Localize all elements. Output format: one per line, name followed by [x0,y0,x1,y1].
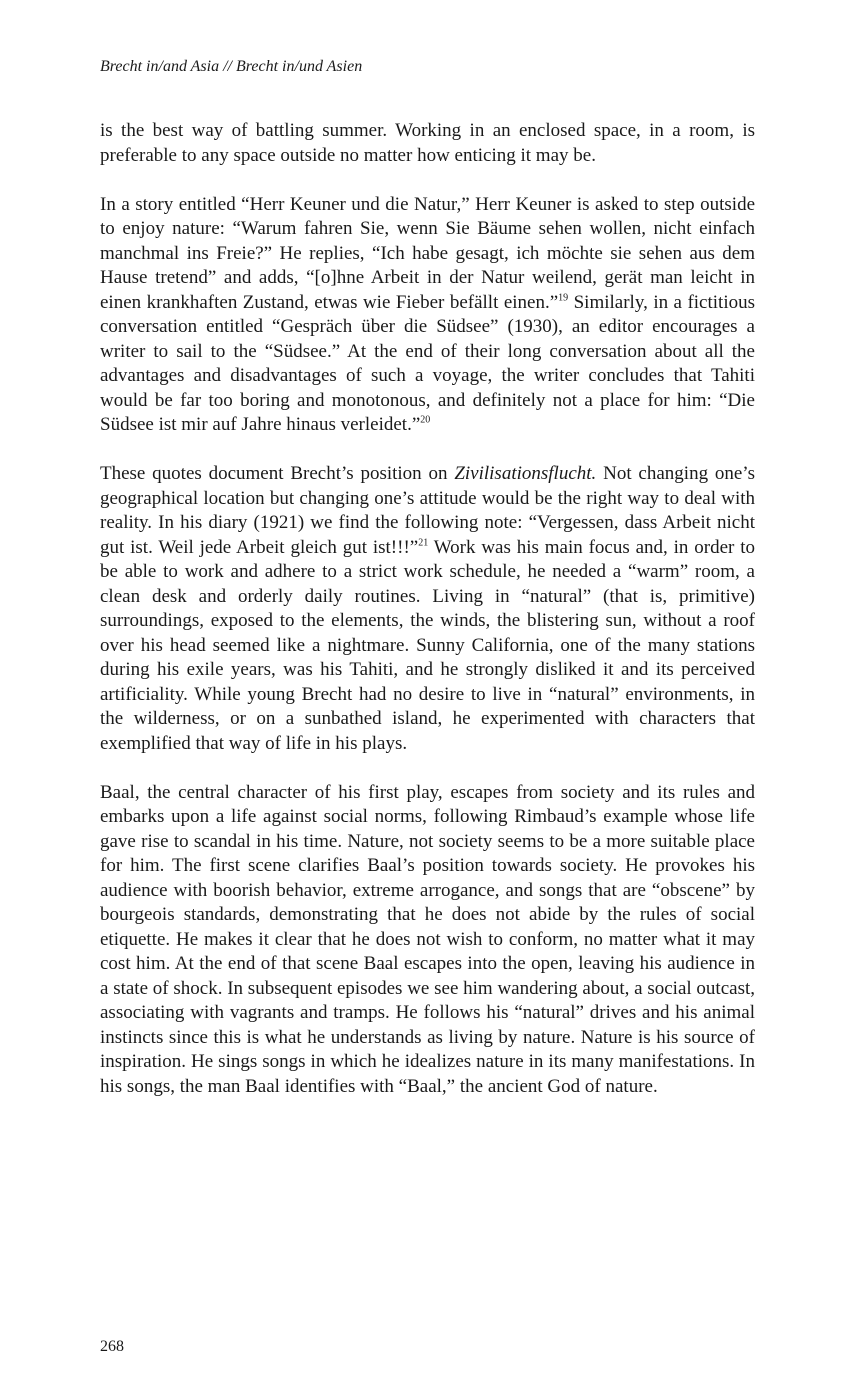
text-run: In a story entitled “Herr Keuner und die Natur,” Herr Keuner is asked to step outside to enjoy nature: “Warum fahren Sie, wenn Sie Bäume sehen wollen, nicht einfach manchmal ins Freie?” He replies, “Ich habe gesagt, ich möchte sie sehen aus dem Hause tretend” and adds, “[o]hne Arbeit in der Natur weilend, gerät man leicht in einen krankhaften Zustand, etwas wie Fieber befällt einen.” [100,193,755,313]
paragraph [100,781,755,1100]
text-run: Baal, the central character of his first play, escapes from society and its rules and embarks upon a life against social norms, following Rimbaud’s example whose life gave rise to scandal in his time. Nature, not society seems to be a more suitable place for him. The first scene clarifies Baal’s position towards society. He provokes his audience with boorish behavior, extreme arrogance, and songs that are “obscene” by bourgeois standards, demonstrating that he does not abide by the rules of social etiquette. He makes it clear that he does not wish to conform, no matter what it may cost him. At the end of that scene Baal escapes into the open, leaving his audience in a state of shock. In subsequent episodes we see him wandering about, a social outcast, associating with vagrants and tramps. He follows his “natural” drives and his animal instincts since this is what he understands as living by nature. Nature is his source of inspiration. He sings songs in which he idealizes nature in its many manifestations. In his songs, the man Baal identifies with “Baal,” the ancient God of nature. [100,781,755,1097]
emphasis-term: Zivilisationsflucht. [454,463,597,484]
text-run: These quotes document Brecht’s position on [100,463,455,484]
paragraph [100,193,755,438]
text-run: Similarly, in a fictitious conversation entitled “Gespräch über die Südsee” (1930), an editor encourages a writer to sail to the “Südsee.” At the end of their long conversation about all the advantages and disadvantages of such a voyage, the writer concludes that Tahiti would be far too boring and monotonous, and definitely not a place for him: “Die Südsee ist mir auf Jahre hinaus verleidet.” [100,291,755,435]
text-run: is the best way of battling summer. Working in an enclosed space, in a room, is preferable to any space outside no matter how enticing it may be. [100,120,755,166]
paragraph [100,119,755,168]
footnote-ref-21: 21 [418,537,429,548]
text-run: Not changing one’s geographical location but changing one’s attitude would be the right way to deal with reality. In his diary (1921) we find the following note: “Vergessen, dass Arbeit nicht gut ist. Weil jede Arbeit gleich gut ist!!!” [100,463,755,558]
page-number: 268 [100,1338,124,1355]
paragraph [100,462,755,756]
text-run: Work was his main focus and, in order to be able to work and adhere to a strict work schedule, he needed a “warm” room, a clean desk and orderly daily routines. Living in “natural” (that is, primitive) surroundings, exposed to the elements, the winds, the blistering sun, without a roof over his head seemed like a nightmare. Sunny California, one of the many stations during his exile years, was his Tahiti, and he strongly disliked it and its perceived artificiality. While young Brecht had no desire to live in “natural” environments, in the wilderness, or on a sunbathed island, he experimented with characters that exemplified that way of life in his plays. [100,536,755,754]
body-text [100,119,755,1099]
running-head: Brecht in/and Asia // Brecht in/und Asien [100,58,363,75]
footnote-ref-19: 19 [558,292,569,303]
footnote-ref-20: 20 [420,414,431,426]
